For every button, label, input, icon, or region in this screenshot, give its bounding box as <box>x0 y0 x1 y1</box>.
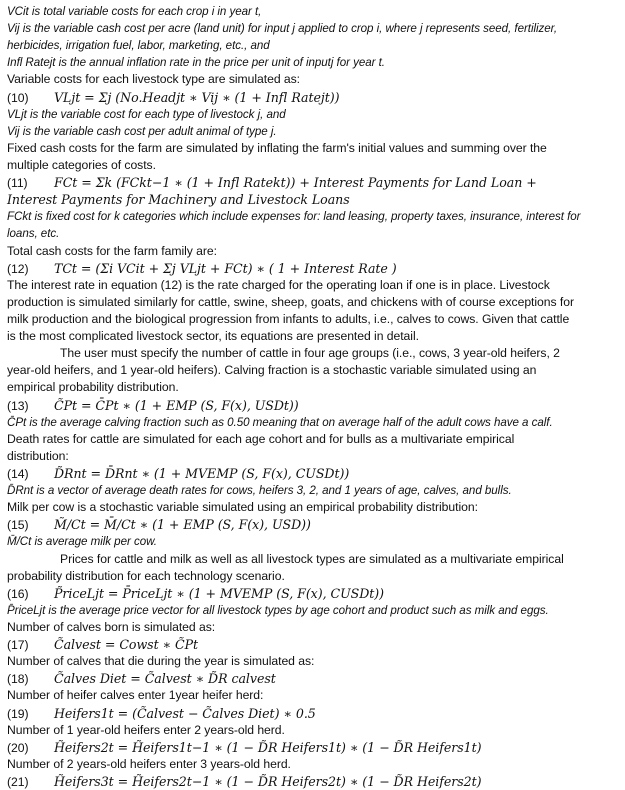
line-text: C̄Pt is the average calving fraction such as 0.50 meaning that on average half of the adult cows have a calf. <box>7 415 553 429</box>
body-text-line <box>7 363 536 378</box>
variable-definition <box>7 209 580 224</box>
line-text: Total cash costs for the farm family are: <box>7 243 217 258</box>
equation-number: (18) <box>7 672 29 687</box>
equation-number: (15) <box>7 518 29 533</box>
variable-definition <box>7 415 553 430</box>
equation-line <box>7 517 311 533</box>
body-text-line <box>7 723 285 738</box>
line-text: multiple categories of costs. <box>7 158 156 172</box>
body-text-line <box>7 72 300 87</box>
line-text: The user must specify the number of cattle in four age groups (i.e., cows, 3 year-old heifers, 2 <box>60 346 560 361</box>
equation-text: TCt = (Σi VCit + Σj VLjt + FCt) ∗ ( 1 + Interest Rate ) <box>54 260 397 276</box>
equation-line <box>7 706 316 722</box>
body-text-line <box>7 688 263 703</box>
variable-definition <box>7 21 557 36</box>
line-text: probability distribution for each technology scenario. <box>7 568 285 583</box>
line-text: Number of 2 years-old heifers enter 3 years-old herd. <box>7 756 291 771</box>
equation-number: (21) <box>7 775 29 789</box>
variable-definition <box>7 38 270 53</box>
body-text-line <box>7 449 69 464</box>
variable-definition <box>7 124 277 139</box>
body-text-line <box>7 244 217 259</box>
body-text-line <box>7 329 419 344</box>
equation-continuation <box>7 192 350 208</box>
equation-number: (20) <box>7 740 29 755</box>
equation-number: (17) <box>7 638 29 653</box>
line-text: Number of calves born is simulated as: <box>7 620 216 634</box>
body-text-line <box>7 432 514 447</box>
variable-definition <box>7 483 512 498</box>
line-text: empirical probability distribution. <box>7 380 179 395</box>
equation-text: FCt = Σk (FCkt−1 ∗ (1 + Infl Ratekt)) + Interest Payments for Land Loan + <box>54 175 537 191</box>
body-text-line <box>7 620 215 635</box>
body-text-line <box>7 500 478 515</box>
line-text: Vij is the variable cash cost per adult animal of type j. <box>7 124 277 138</box>
equation-text: VLjt = Σj (No.Headjt ∗ Vij ∗ (1 + Infl Ratejt)) <box>54 89 340 105</box>
body-text-line <box>7 757 291 772</box>
equation-number: (19) <box>7 706 29 721</box>
line-text: Death rates for cattle are simulated for each age cohort and for bulls as a multivariate empirical <box>7 431 515 446</box>
variable-definition <box>7 603 549 618</box>
equation-line <box>7 90 340 106</box>
line-text: D̄Rnt is a vector of average death rates for cows, heifers 3, 2, and 1 years of age, calves, and bulls. <box>7 484 512 498</box>
line-text: loans, etc. <box>7 227 60 241</box>
line-text: Number of 1 year-old heifers enter 2 years-old herd. <box>7 722 285 737</box>
line-text: The interest rate in equation (12) is the rate charged for the operating loan if one is in place. Livestock <box>7 277 550 292</box>
paragraph-start <box>7 346 560 361</box>
equation-number: (12) <box>7 261 29 276</box>
variable-definition <box>7 226 59 241</box>
line-text: production is simulated similarly for cattle, swine, sheep, goats, and chickens with of course exceptions for <box>7 294 574 309</box>
equation-line <box>7 774 482 790</box>
line-text: VLjt is the variable cost for each type of livestock j, and <box>7 107 286 121</box>
equation-number: (11) <box>7 176 28 191</box>
line-text: Prices for cattle and milk as well as all livestock types are simulated as a multivariate empirical <box>60 551 564 566</box>
body-text-line <box>7 569 285 584</box>
equation-number: (13) <box>7 398 29 413</box>
line-text: distribution: <box>7 448 69 463</box>
body-text-line <box>7 312 569 327</box>
line-text: Milk per cow is a stochastic variable simulated using an empirical probability distribution: <box>7 500 478 515</box>
equation-text: H̃eifers2t = H̃eifers1t−1 ∗ (1 − D̃R Heifers1t) ∗ (1 − D̃R Heifers1t) <box>54 739 482 755</box>
line-text: milk production and the biological progression from infants to adults, i.e., calves to cows. Given that cattle <box>7 312 570 326</box>
paragraph-start <box>7 552 564 567</box>
line-text: Number of heifer calves enter 1year heifer herd: <box>7 688 264 703</box>
equation-line <box>7 175 537 191</box>
line-text: M̄/Ct is average milk per cow. <box>7 535 157 549</box>
equation-line <box>7 671 276 687</box>
body-text-line <box>7 380 179 395</box>
line-text: Interest Payments for Machinery and Livestock Loans <box>7 192 350 208</box>
line-text: Variable costs for each livestock type are simulated as: <box>7 72 300 87</box>
equation-line <box>7 637 198 653</box>
equation-line <box>7 740 482 756</box>
line-text: Fixed cash costs for the farm are simulated by inflating the farm's initial values and summing over the <box>7 140 547 155</box>
line-text: herbicides, irrigation fuel, labor, marketing, etc., and <box>7 39 270 53</box>
equation-number: (10) <box>7 90 29 105</box>
variable-definition <box>7 107 286 122</box>
equation-text: C̃alves Diet = C̃alvest ∗ D̃R calvest <box>54 671 276 687</box>
body-text-line <box>7 278 550 293</box>
line-text: P̄riceLjt is the average price vector for all livestock types by age cohort and product such as milk and eggs. <box>7 603 549 617</box>
line-text: Infl Ratejt is the annual inflation rate in the price per unit of inputj for year t. <box>7 56 385 70</box>
equation-line <box>7 466 349 482</box>
equation-text: D̃Rnt = D̄Rnt ∗ (1 + MVEMP (S, F(x), CUSDt)) <box>54 466 350 481</box>
equation-text: C̃alvest = Cowst ∗ C̃Pt <box>54 637 199 653</box>
equation-line <box>7 586 384 602</box>
line-text: Number of calves that die during the year is simulated as: <box>7 654 315 669</box>
equation-text: Heifers1t = (C̃alvest − C̃alves Diet) ∗ 0.5 <box>54 705 316 721</box>
line-text: Vij is the variable cash cost per acre (land unit) for input j applied to crop i, where j represents seed, fertilizer, <box>7 22 558 36</box>
equation-text: H̃eifers3t = H̃eifers2t−1 ∗ (1 − D̃R Heifers2t) ∗ (1 − D̃R Heifers2t) <box>54 774 482 789</box>
equation-line <box>7 261 397 277</box>
line-text: VCit is total variable costs for each crop i in year t, <box>7 5 262 18</box>
line-text: year-old heifers, and 1 year-old heifers). Calving fraction is a stochastic variable simulated using an <box>7 363 537 378</box>
equation-number: (16) <box>7 586 29 601</box>
equation-number: (14) <box>7 467 29 481</box>
equation-line <box>7 398 299 414</box>
body-text-line <box>7 654 314 669</box>
equation-text: M̃/Ct = M̄/Ct ∗ (1 + EMP (S, F(x), USD)) <box>54 517 311 533</box>
body-text-line <box>7 295 574 310</box>
variable-definition <box>7 4 261 19</box>
equation-text: P̃riceLjt = P̄riceLjt ∗ (1 + MVEMP (S, F(x), CUSDt)) <box>54 585 385 601</box>
line-text: FCkt is fixed cost for k categories which include expenses for: land leasing, property taxes, insurance, interest for <box>7 210 581 224</box>
body-text-line <box>7 158 156 173</box>
line-text: is the most complicated livestock sector, its equations are presented in detail. <box>7 329 419 344</box>
body-text-line <box>7 141 547 156</box>
variable-definition <box>7 55 385 70</box>
equation-text: C̃Pt = C̄Pt ∗ (1 + EMP (S, F(x), USDt)) <box>54 397 299 413</box>
variable-definition <box>7 534 157 549</box>
